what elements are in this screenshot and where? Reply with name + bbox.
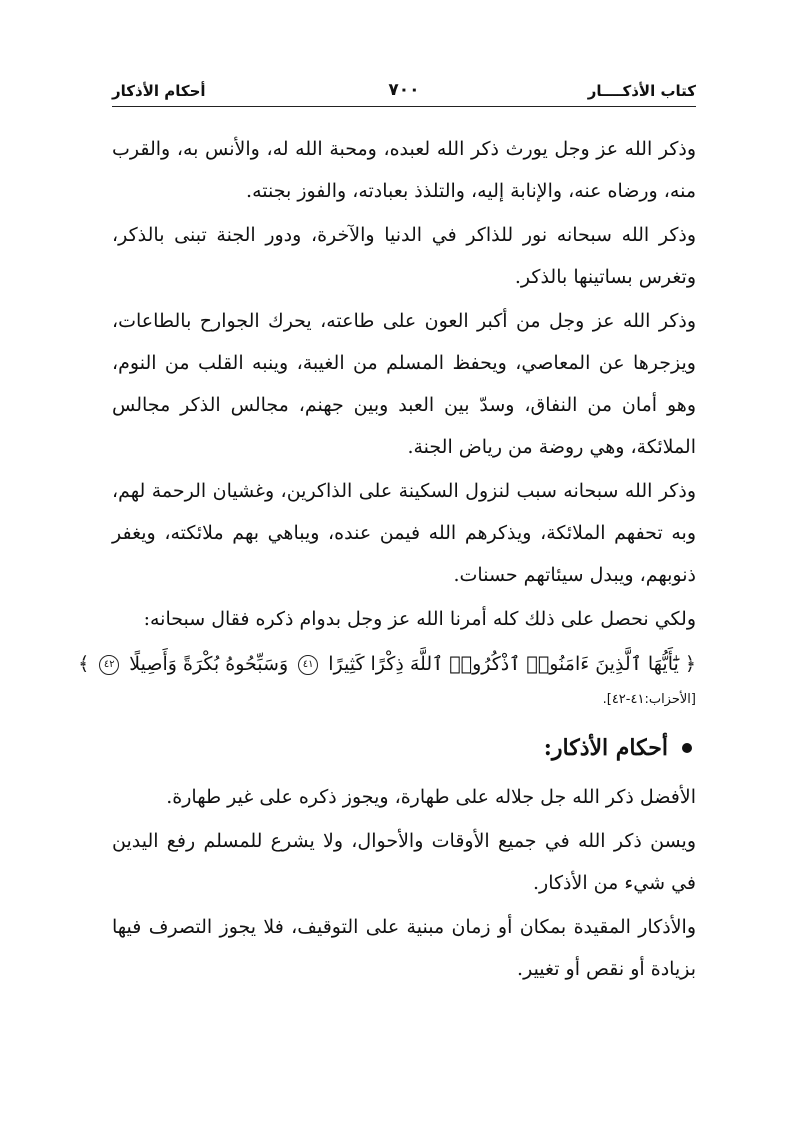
paragraph: وذكر الله سبحانه سبب لنزول السكينة على الذاكرين، وغشيان الرحمة لهم، وبه تحفهم الملائكة، ويذكرهم الله فيمن عنده، ويباهي بهم ملائكته، ويغفر ذنوبهم، ويبدل سيئاتهم حسنات. bbox=[112, 480, 696, 586]
bullet-icon bbox=[682, 743, 692, 753]
quran-verse-42: وَسَبِّحُوهُ بُكْرَةً وَأَصِيلًا bbox=[129, 653, 289, 675]
section-paragraph: والأذكار المقيدة بمكان أو زمان مبنية على التوقيف، فلا يجوز التصرف فيها بزيادة أو نقص أو تغيير. bbox=[112, 916, 696, 980]
section-heading-text: أحكام الأذكار: bbox=[543, 735, 668, 761]
quran-close-bracket: ﴾ bbox=[78, 653, 90, 675]
running-header bbox=[112, 80, 696, 107]
book-title: كتاب الأذكــــار bbox=[587, 82, 696, 100]
paragraph: وذكر الله عز وجل يورث ذكر الله لعبده، ومحبة الله له، والأنس به، والقرب منه، ورضاه عنه، والإنابة إليه، والتلذذ بعبادته، والفوز بجنته. bbox=[112, 138, 696, 202]
quran-open-bracket: ﴿ bbox=[684, 653, 696, 675]
page-number: ٧٠٠ bbox=[388, 80, 420, 100]
quran-verse-41: يَٰٓأَيُّهَا ٱلَّذِينَ ءَامَنُوا۟ ٱذْكُرُوا۟ ٱللَّهَ ذِكْرًا كَثِيرًا bbox=[328, 653, 679, 675]
quran-verse bbox=[78, 642, 696, 686]
section-paragraph: ويسن ذكر الله في جميع الأوقات والأحوال، ولا يشرع للمسلم رفع اليدين في شيء من الأذكار. bbox=[112, 830, 696, 894]
paragraph: وذكر الله سبحانه نور للذاكر في الدنيا والآخرة، ودور الجنة تبنى بالذكر، وتغرس بساتينها بالذكر. bbox=[112, 224, 696, 288]
verse-citation: [الأحزاب:٤١-٤٢]. bbox=[602, 692, 696, 707]
ayah-number-41: ٤١ bbox=[298, 655, 318, 675]
ayah-number-42: ٤٢ bbox=[99, 655, 119, 675]
section-paragraph: الأفضل ذكر الله جل جلاله على طهارة، ويجوز ذكره على غير طهارة. bbox=[166, 786, 696, 808]
section-heading bbox=[112, 724, 696, 772]
paragraph: ولكي نحصل على ذلك كله أمرنا الله عز وجل بدوام ذكره فقال سبحانه: bbox=[143, 608, 696, 630]
paragraph: وذكر الله عز وجل من أكبر العون على طاعته، يحرك الجوارح بالطاعات، ويزجرها عن المعاصي، ويحفظ المسلم من الغيبة، وينبه القلب من النوم، وهو أمان من النفاق، وسدّ بين العبد وبين جهنم، مجالس الذكر مجالس الملائكة، وهي روضة من رياض الجنة. bbox=[112, 310, 696, 458]
main-text bbox=[78, 128, 696, 992]
chapter-title: أحكام الأذكار bbox=[112, 82, 206, 100]
